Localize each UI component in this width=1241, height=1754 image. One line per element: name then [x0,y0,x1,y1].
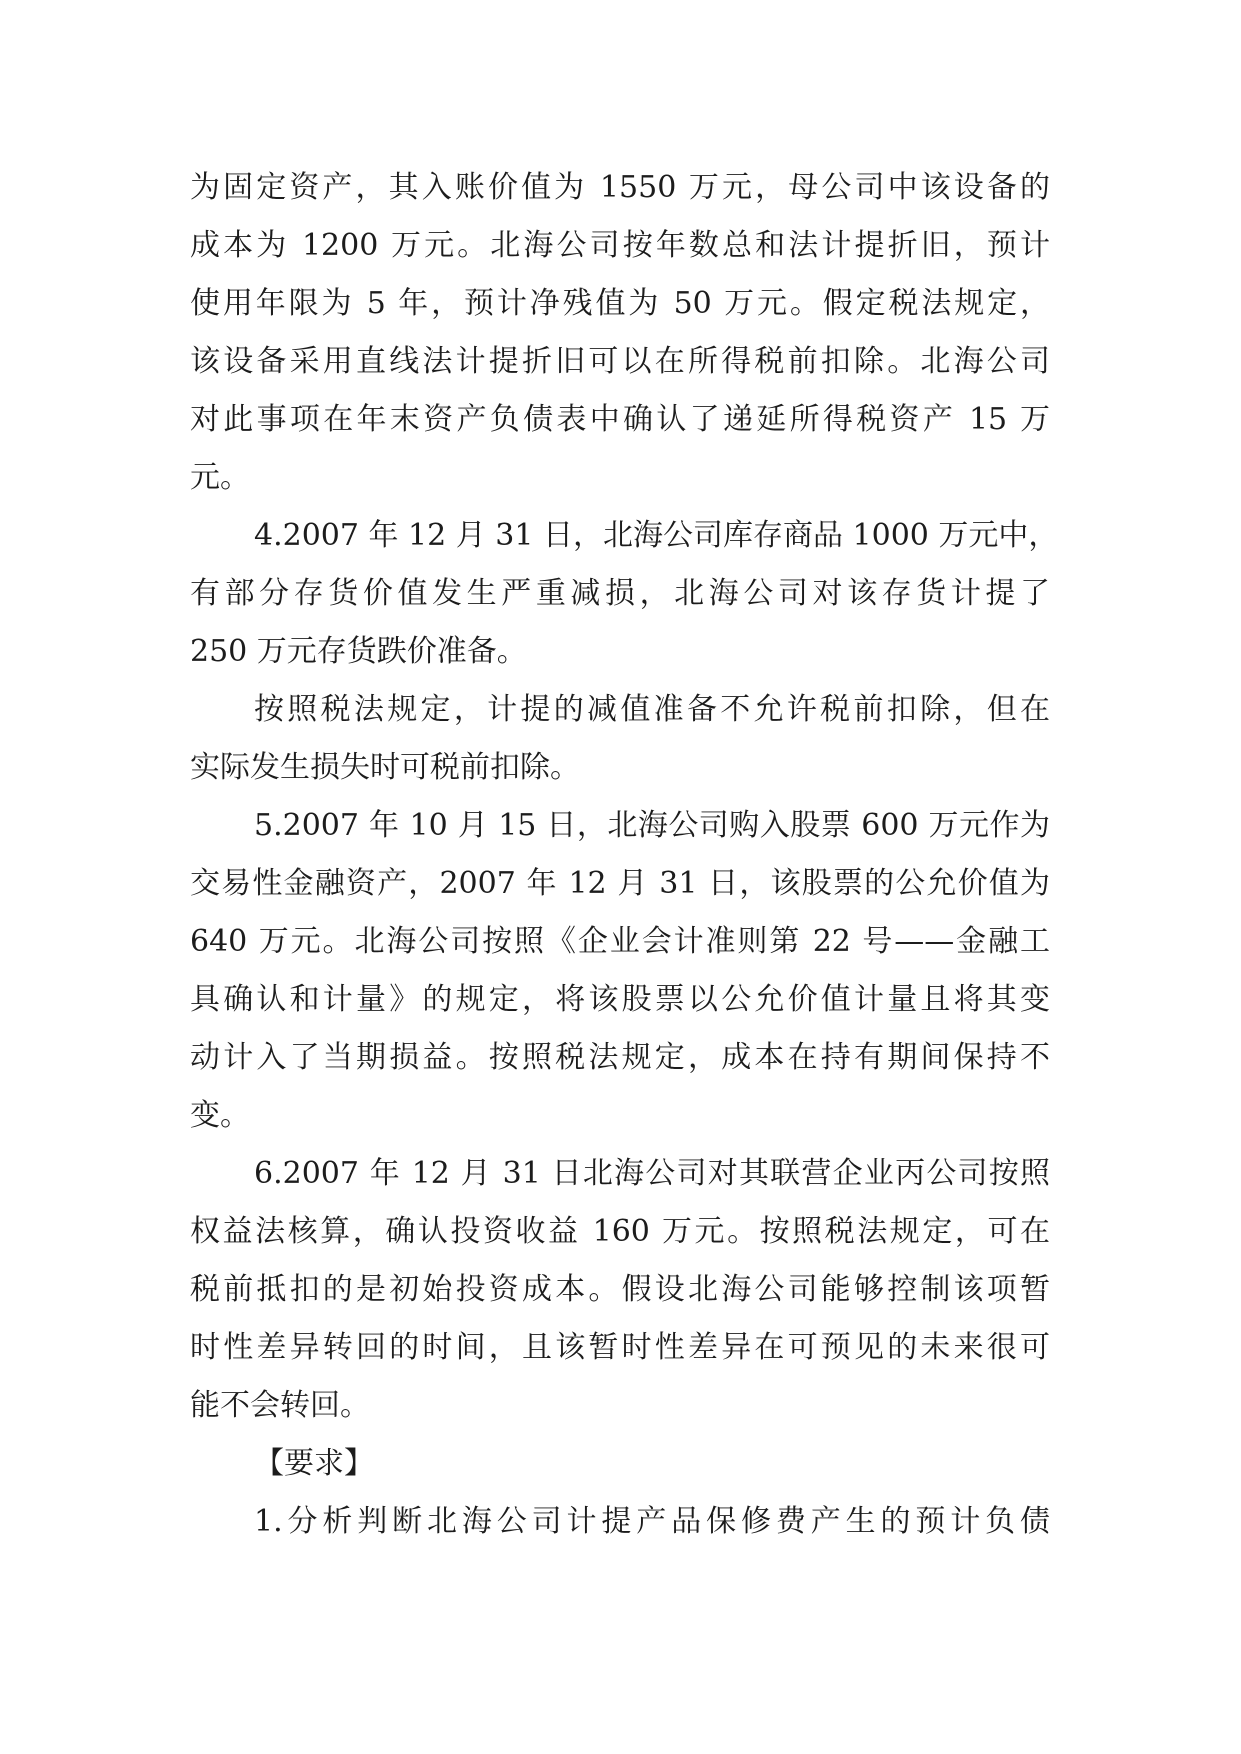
text-line: 该设备采用直线法计提折旧可以在所得税前扣除。北海公司 [190,344,1050,379]
requirement-item-1: 1.分析判断北海公司计提产品保修费产生的预计负债 [254,1504,1050,1539]
text-line: 使用年限为 5 年，预计净残值为 50 万元。假定税法规定， [190,286,1050,321]
text-line: 时性差异转回的时间，且该暂时性差异在可预见的未来很可 [190,1330,1050,1365]
text-line: 税前抵扣的是初始投资成本。假设北海公司能够控制该项暂 [190,1272,1050,1307]
text-line: 实际发生损失时可税前扣除。 [190,750,580,785]
text-line: 640 万元。北海公司按照《企业会计准则第 22 号——金融工 [190,924,1050,959]
section-heading-requirements: 【要求】 [254,1446,374,1481]
text-line: 元。 [190,460,250,495]
text-line: 能不会转回。 [190,1388,370,1423]
text-line: 权益法核算，确认投资收益 160 万元。按照税法规定，可在 [190,1214,1050,1249]
paragraph-item-6: 6.2007 年 12 月 31 日北海公司对其联营企业丙公司按照 [254,1156,1050,1191]
text-line: 成本为 1200 万元。北海公司按年数总和法计提折旧，预计 [190,228,1050,263]
text-line: 交易性金融资产，2007 年 12 月 31 日，该股票的公允价值为 [190,866,1050,901]
text-line: 为固定资产，其入账价值为 1550 万元，母公司中该设备的 [190,170,1050,205]
text-line: 具确认和计量》的规定，将该股票以公允价值计量且将其变 [190,982,1050,1017]
paragraph-item-5: 5.2007 年 10 月 15 日，北海公司购入股票 600 万元作为 [254,808,1050,843]
text-line: 有部分存货价值发生严重减损，北海公司对该存货计提了 [190,576,1050,611]
paragraph-tax-rule: 按照税法规定，计提的减值准备不允许税前扣除，但在 [254,692,1050,727]
text-line: 对此事项在年末资产负债表中确认了递延所得税资产 15 万 [190,402,1050,437]
text-line: 动计入了当期损益。按照税法规定，成本在持有期间保持不 [190,1040,1050,1075]
paragraph-item-4: 4.2007 年 12 月 31 日，北海公司库存商品 1000 万元中， [254,518,1059,553]
text-line: 250 万元存货跌价准备。 [190,634,527,669]
text-line: 变。 [190,1098,250,1133]
